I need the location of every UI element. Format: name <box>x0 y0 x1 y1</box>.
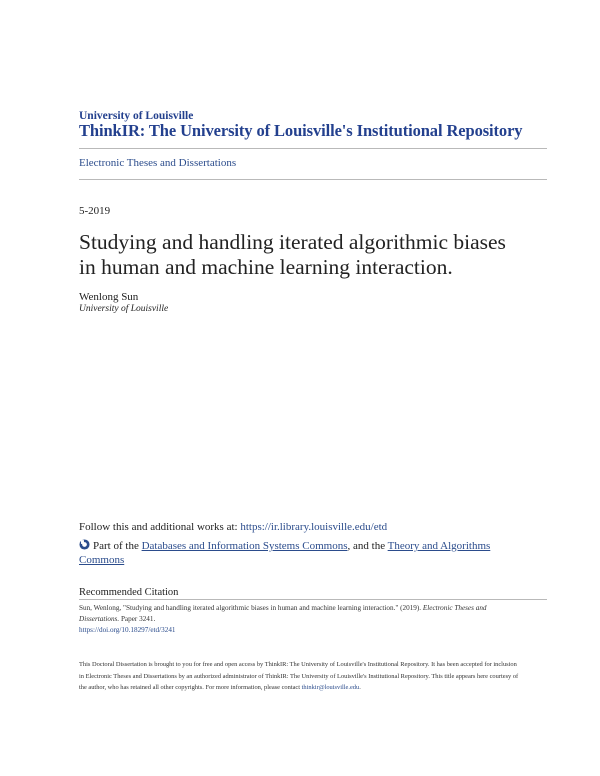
title-line-2: in human and machine learning interaction. <box>79 255 453 279</box>
citation-block <box>79 603 524 636</box>
title-line-1: Studying and handling iterated algorithmic biases <box>79 230 506 254</box>
recommended-citation-heading: Recommended Citation <box>79 587 179 598</box>
follow-url-link[interactable]: https://ir.library.louisville.edu/etd <box>240 521 388 533</box>
series-link[interactable]: Electronic Theses and Dissertations <box>79 157 237 169</box>
access-notice <box>79 659 519 694</box>
notice-end: . <box>359 684 361 691</box>
follow-works <box>79 521 387 533</box>
part-of-commons <box>79 539 519 567</box>
divider-citation <box>79 599 547 600</box>
citation-paper: Paper 3241. <box>120 615 156 623</box>
repository-title[interactable]: ThinkIR: The University of Louisville's Institutional Repository <box>79 121 523 140</box>
doi-link[interactable]: https://doi.org/10.18297/etd/3241 <box>79 626 176 634</box>
author-name: Wenlong Sun <box>79 291 139 303</box>
citation-text: Sun, Wenlong, "Studying and handling iterated algorithmic biases in human and machine learning interaction." (2019). <box>79 604 422 612</box>
follow-prefix: Follow this and additional works at: <box>79 521 238 533</box>
open-access-icon <box>79 539 90 550</box>
commons-link-databases[interactable]: Databases and Information Systems Commons <box>141 540 348 552</box>
publication-date: 5-2019 <box>79 205 111 217</box>
part-of-and: , and the <box>347 540 386 552</box>
citation-journal: Electronic Theses and Dissertations. <box>79 604 487 623</box>
institution-name: University of Louisville <box>79 110 194 122</box>
divider-top <box>79 148 547 149</box>
notice-text: This Doctoral Dissertation is brought to you for free and open access by ThinkIR: The University of Louisville's Institutional Repository. It has been accepted for inclusion in Electronic Theses and Dissertations by an authorized administrator of ThinkIR: The University of Louisville's Institutional Repository. This title appears here courtesy of the author, who has retained all other copyrights. For more information, please contact <box>79 661 519 691</box>
part-of-prefix: Part of the <box>93 540 139 552</box>
divider-series <box>79 179 547 180</box>
document-title <box>79 230 549 280</box>
contact-email-link[interactable]: thinkir@louisville.edu <box>301 684 360 691</box>
commons-link-theory[interactable]: Theory and Algorithms Commons <box>79 540 491 566</box>
author-affiliation: University of Louisville <box>79 304 169 314</box>
